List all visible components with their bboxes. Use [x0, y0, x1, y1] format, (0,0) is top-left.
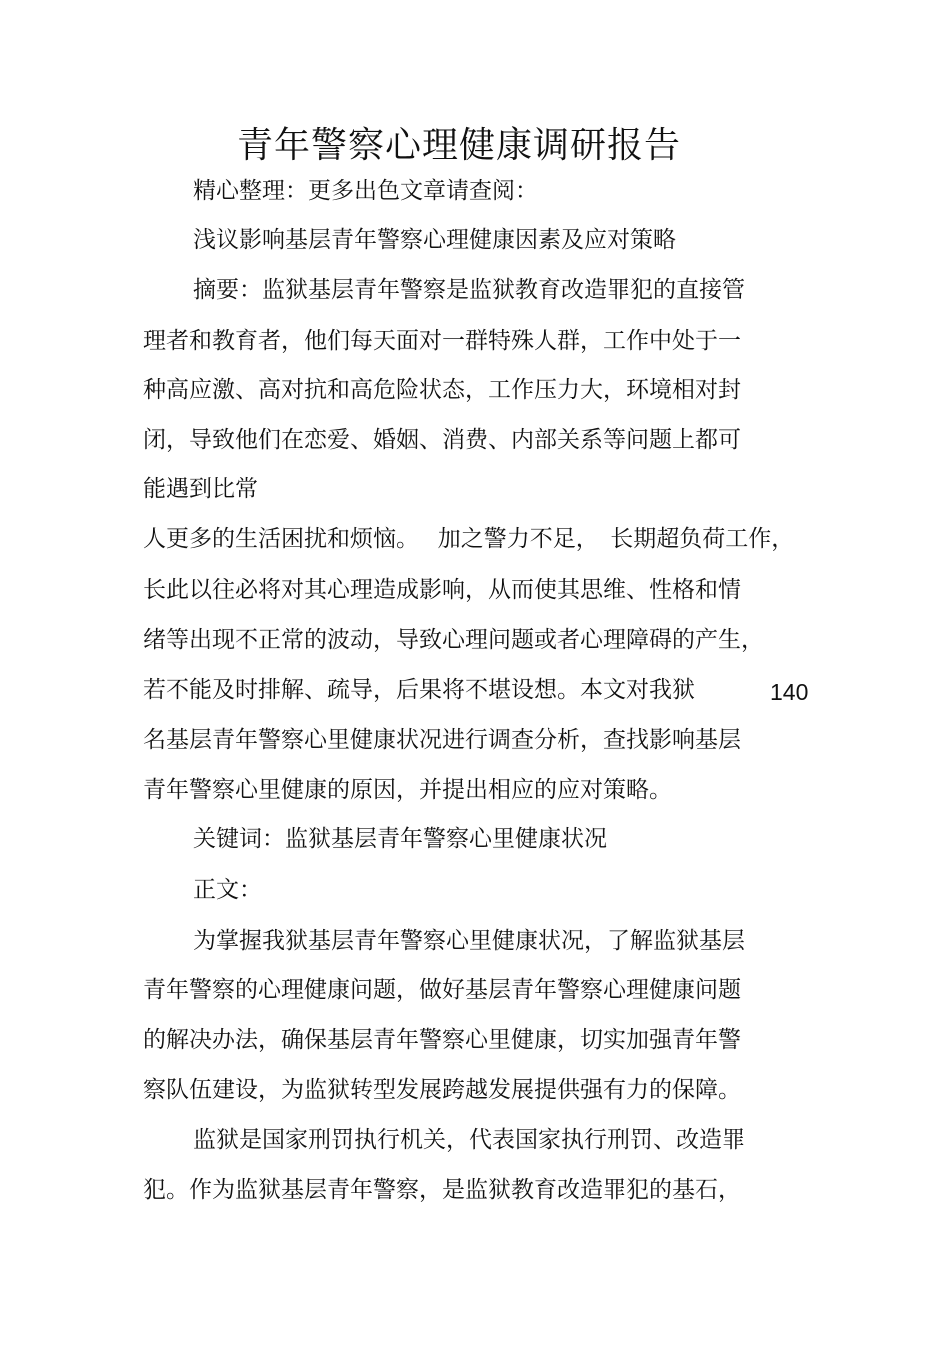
abstract-line: 摘要：监狱基层青年警察是监狱教育改造罪犯的直接管 [193, 277, 745, 303]
abstract-line: 若不能及时排解、疏导，后果将不堪设想。本文对我狱 [143, 677, 695, 703]
abstract-line: 长此以往必将对其心理造成影响，从而使其思维、性格和情 [143, 577, 741, 603]
source-note: 精心整理：更多出色文章请查阅： [193, 178, 538, 204]
abstract-line: 理者和教育者，他们每天面对一群特殊人群，工作中处于一 [143, 328, 741, 354]
abstract-line: 绪等出现不正常的波动，导致心理问题或者心理障碍的产生， [143, 627, 764, 653]
abstract-line: 人更多的生活困扰和烦恼。 加之警力不足， 长期超负荷工作， [143, 526, 795, 552]
keywords-line: 关键词：监狱基层青年警察心里健康状况 [193, 826, 607, 852]
paragraph-line: 察队伍建设，为监狱转型发展跨越发展提供强有力的保障。 [143, 1077, 741, 1103]
abstract-number: 140 [770, 679, 809, 705]
abstract-line: 闭，导致他们在恋爱、婚姻、消费、内部关系等问题上都可 [143, 427, 741, 453]
abstract-line: 名基层青年警察心里健康状况进行调查分析，查找影响基层 [143, 727, 741, 753]
paragraph-line: 为掌握我狱基层青年警察心里健康状况，了解监狱基层 [193, 928, 745, 954]
abstract-line: 能遇到比常 [143, 476, 258, 502]
paragraph-line: 青年警察的心理健康问题，做好基层青年警察心理健康问题 [143, 977, 741, 1003]
paragraph-line: 监狱是国家刑罚执行机关，代表国家执行刑罚、改造罪 [193, 1127, 745, 1153]
body-heading: 正文： [193, 877, 262, 903]
abstract-line: 种高应激、高对抗和高危险状态，工作压力大，环境相对封 [143, 377, 741, 403]
paragraph-line: 的解决办法，确保基层青年警察心里健康，切实加强青年警 [143, 1027, 741, 1053]
document-title: 青年警察心理健康调研报告 [236, 125, 681, 166]
article-subtitle: 浅议影响基层青年警察心理健康因素及应对策略 [193, 227, 676, 253]
abstract-line: 青年警察心里健康的原因，并提出相应的应对策略。 [143, 777, 672, 803]
paragraph-line: 犯。作为监狱基层青年警察，是监狱教育改造罪犯的基石， [143, 1177, 741, 1203]
